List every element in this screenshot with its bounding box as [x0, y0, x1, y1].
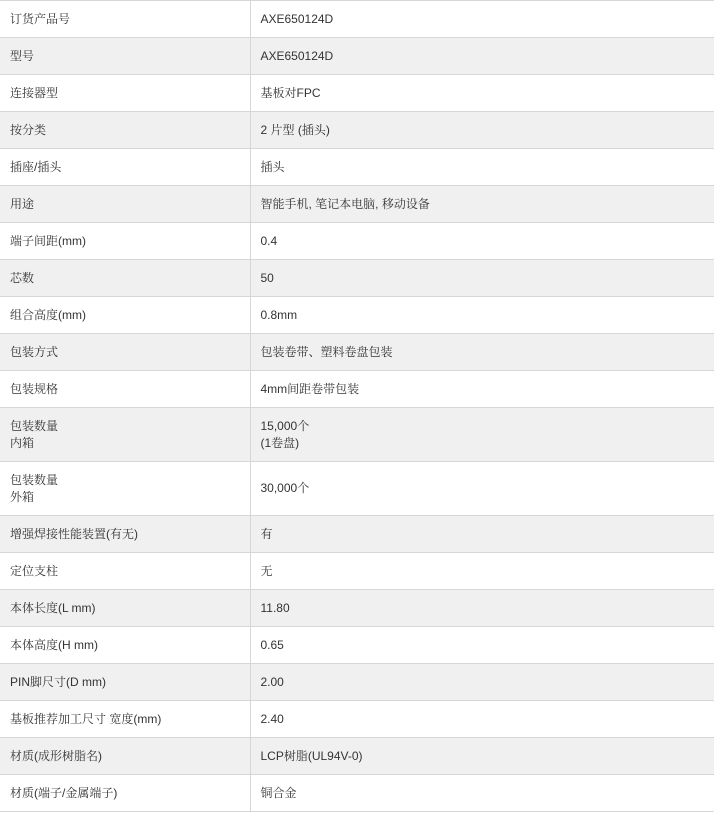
- spec-label-line: 外箱: [10, 489, 35, 504]
- spec-label-molding-material: 材质(成形树脂名): [0, 738, 250, 775]
- spec-value-outer-box-quantity: 30,000个: [250, 462, 714, 516]
- spec-label-connector-type: 连接器型: [0, 75, 250, 112]
- spec-label-category: 按分类: [0, 112, 250, 149]
- spec-label-outer-box-quantity: [0, 462, 250, 516]
- spec-value-molding-material: LCP树脂(UL94V-0): [250, 738, 714, 775]
- spec-label-pin-size: PIN脚尺寸(D mm): [0, 664, 250, 701]
- table-row: [0, 149, 714, 186]
- table-row: [0, 297, 714, 334]
- spec-label-positioning-boss: 定位支柱: [0, 553, 250, 590]
- spec-label-pin-count: 芯数: [0, 260, 250, 297]
- spec-label-solder-reinforcement: 增强焊接性能装置(有无): [0, 516, 250, 553]
- table-row: [0, 627, 714, 664]
- spec-value-solder-reinforcement: 有: [250, 516, 714, 553]
- spec-label-packaging-spec: 包装规格: [0, 371, 250, 408]
- spec-label-application: 用途: [0, 186, 250, 223]
- spec-value-body-length: 11.80: [250, 590, 714, 627]
- spec-value-application: 智能手机, 笔记本电脑, 移动设备: [250, 186, 714, 223]
- spec-value-connector-type: 基板对FPC: [250, 75, 714, 112]
- spec-value-pcb-width: 2.40: [250, 701, 714, 738]
- table-row: [0, 334, 714, 371]
- table-row: [0, 75, 714, 112]
- spec-label-order-number: 订货产品号: [0, 1, 250, 38]
- spec-label-socket-header: 插座/插头: [0, 149, 250, 186]
- table-row: [0, 186, 714, 223]
- spec-value-category: 2 片型 (插头): [250, 112, 714, 149]
- spec-value-pin-size: 2.00: [250, 664, 714, 701]
- spec-label-line: 包装数量: [10, 472, 59, 487]
- spec-label-body-length: 本体长度(L mm): [0, 590, 250, 627]
- table-row: [0, 701, 714, 738]
- spec-value-order-number: AXE650124D: [250, 1, 714, 38]
- table-row: [0, 775, 714, 812]
- spec-value-body-height: 0.65: [250, 627, 714, 664]
- table-row: [0, 371, 714, 408]
- spec-label-mated-height: 组合高度(mm): [0, 297, 250, 334]
- table-row: [0, 738, 714, 775]
- spec-value-packaging-method: 包装卷带、塑料卷盘包装: [250, 334, 714, 371]
- spec-value-socket-header: 插头: [250, 149, 714, 186]
- spec-label-inner-box-quantity: [0, 408, 250, 462]
- table-row: [0, 38, 714, 75]
- spec-value-pin-count: 50: [250, 260, 714, 297]
- table-row: [0, 260, 714, 297]
- table-row: [0, 516, 714, 553]
- spec-label-pcb-width: 基板推荐加工尺寸 宽度(mm): [0, 701, 250, 738]
- spec-label-terminal-material: 材质(端子/金属端子): [0, 775, 250, 812]
- table-row: [0, 462, 714, 516]
- spec-label-line: 包装数量: [10, 418, 59, 433]
- spec-label-pitch: 端子间距(mm): [0, 223, 250, 260]
- spec-value-line: 15,000个: [260, 418, 310, 433]
- spec-label-packaging-method: 包装方式: [0, 334, 250, 371]
- spec-value-model: AXE650124D: [250, 38, 714, 75]
- spec-label-model: 型号: [0, 38, 250, 75]
- table-row: [0, 553, 714, 590]
- spec-label-line: 内箱: [10, 435, 35, 450]
- table-row: [0, 664, 714, 701]
- table-row: [0, 223, 714, 260]
- spec-value-mated-height: 0.8mm: [250, 297, 714, 334]
- spec-value-pitch: 0.4: [250, 223, 714, 260]
- spec-value-line: (1卷盘): [260, 435, 300, 450]
- spec-value-inner-box-quantity: [250, 408, 714, 462]
- table-row: [0, 408, 714, 462]
- table-row: [0, 112, 714, 149]
- table-row: [0, 590, 714, 627]
- spec-label-body-height: 本体高度(H mm): [0, 627, 250, 664]
- table-row: [0, 1, 714, 38]
- spec-value-terminal-material: 铜合金: [250, 775, 714, 812]
- spec-value-packaging-spec: 4mm间距卷带包装: [250, 371, 714, 408]
- spec-value-positioning-boss: 无: [250, 553, 714, 590]
